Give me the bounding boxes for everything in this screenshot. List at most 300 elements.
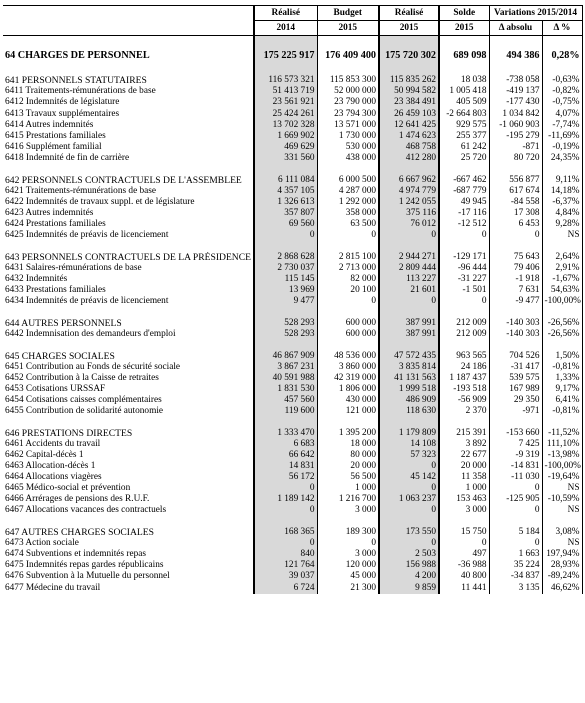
cell-delta-pct: -0,82% (542, 86, 582, 97)
cell-budget-2015: 13 571 000 (317, 120, 379, 131)
cell-delta-pct: 28,93% (542, 560, 582, 571)
table-row (3, 395, 582, 406)
row-label: 6466 Arrérages de pensions des R.U.F. (3, 494, 254, 505)
cell-realise-2014: 116 573 321 (254, 75, 317, 86)
cell-solde: 3 892 (439, 439, 489, 450)
cell-delta-absolu: -1 918 (489, 274, 542, 285)
table-row (3, 583, 582, 594)
table-row (3, 560, 582, 571)
cell-realise-2015: 113 227 (379, 274, 439, 285)
cell-budget-2015: 0 (317, 296, 379, 307)
row-label: 6424 Prestations familiales (3, 219, 254, 230)
row-label: 6422 Indemnités de travaux suppl. et de législature (3, 197, 254, 208)
cell-delta-absolu: -34 837 (489, 571, 542, 582)
cell-delta-pct: -13,98% (542, 450, 582, 461)
cell-solde: 0 (439, 230, 489, 241)
table-row (3, 373, 582, 384)
group-row (3, 351, 582, 362)
cell-realise-2015 (379, 65, 439, 76)
header-row-1 (3, 6, 582, 21)
row-label (3, 65, 254, 76)
cell-budget-2015: 0 (317, 230, 379, 241)
table-row (3, 97, 582, 108)
group-row (3, 527, 582, 538)
cell-realise-2015: 1 063 237 (379, 494, 439, 505)
cell-solde: -1 501 (439, 285, 489, 296)
table-row (3, 362, 582, 373)
cell-budget-2015: 6 000 500 (317, 175, 379, 186)
cell-delta-absolu (489, 340, 542, 351)
cell-realise-2015 (379, 516, 439, 527)
cell-delta-absolu (489, 164, 542, 175)
cell-budget-2015: 3 860 000 (317, 362, 379, 373)
cell-solde: -96 444 (439, 263, 489, 274)
cell-solde: -687 779 (439, 186, 489, 197)
cell-delta-pct: 4,07% (542, 108, 582, 119)
cell-budget-2015: 115 853 300 (317, 75, 379, 86)
cell-budget-2015: 600 000 (317, 329, 379, 340)
cell-realise-2014: 56 172 (254, 472, 317, 483)
cell-realise-2014: 25 424 261 (254, 108, 317, 119)
cell-budget-2015: 4 287 000 (317, 186, 379, 197)
cell-solde (439, 340, 489, 351)
cell-realise-2015: 0 (379, 230, 439, 241)
spacer-row (3, 36, 582, 47)
cell-delta-pct (542, 164, 582, 175)
cell-realise-2015: 6 667 962 (379, 175, 439, 186)
cell-delta-absolu: 167 989 (489, 384, 542, 395)
cell-budget-2015: 600 000 (317, 318, 379, 329)
cell-delta-absolu: -971 (489, 406, 542, 417)
cell-delta-pct: -6,37% (542, 197, 582, 208)
cell-solde: 0 (439, 296, 489, 307)
cell-realise-2014: 331 560 (254, 153, 317, 164)
row-label: 6425 Indemnités de préavis de licenciement (3, 230, 254, 241)
cell-budget-2015: 0 (317, 538, 379, 549)
table-row (3, 329, 582, 340)
cell-realise-2014: 1 326 613 (254, 197, 317, 208)
cell-delta-pct: 9,11% (542, 175, 582, 186)
cell-delta-absolu: 29 350 (489, 395, 542, 406)
cell-solde: 1 187 437 (439, 373, 489, 384)
cell-delta-pct: 24,35% (542, 153, 582, 164)
row-label: 64 CHARGES DE PERSONNEL (3, 47, 254, 65)
cell-budget-2015 (317, 307, 379, 318)
cell-budget-2015: 176 409 400 (317, 47, 379, 65)
cell-delta-pct (542, 65, 582, 76)
cell-realise-2015: 0 (379, 483, 439, 494)
row-label: 646 PRESTATIONS DIRECTES (3, 428, 254, 439)
cell-delta-pct: -26,56% (542, 318, 582, 329)
cell-realise-2015 (379, 307, 439, 318)
cell-delta-pct: 2,64% (542, 252, 582, 263)
cell-delta-absolu: 0 (489, 483, 542, 494)
cell-realise-2015: 2 809 444 (379, 263, 439, 274)
cell-realise-2014: 6 111 084 (254, 175, 317, 186)
cell-solde: -129 171 (439, 252, 489, 263)
row-label: 6463 Allocation-décès 1 (3, 461, 254, 472)
cell-realise-2014: 457 560 (254, 395, 317, 406)
cell-delta-pct: -1,67% (542, 274, 582, 285)
spacer-row (3, 340, 582, 351)
cell-realise-2015: 175 720 302 (379, 47, 439, 65)
header-realise-2014-year: 2014 (254, 21, 317, 36)
cell-delta-absolu: 1 663 (489, 549, 542, 560)
cell-delta-absolu: 75 643 (489, 252, 542, 263)
cell-delta-pct: 0,28% (542, 47, 582, 65)
row-label: 642 PERSONNELS CONTRACTUELS DE L'ASSEMBLEE (3, 175, 254, 186)
cell-realise-2014 (254, 241, 317, 252)
cell-budget-2015 (317, 417, 379, 428)
cell-realise-2014 (254, 516, 317, 527)
cell-realise-2015: 0 (379, 505, 439, 516)
cell-realise-2015: 21 601 (379, 285, 439, 296)
cell-delta-absolu: 539 575 (489, 373, 542, 384)
cell-solde (439, 516, 489, 527)
cell-realise-2015: 468 758 (379, 142, 439, 153)
group-row (3, 75, 582, 86)
cell-delta-pct (542, 307, 582, 318)
cell-solde: -12 512 (439, 219, 489, 230)
cell-delta-absolu: 17 308 (489, 208, 542, 219)
cell-solde: 212 009 (439, 318, 489, 329)
cell-realise-2014: 2 868 628 (254, 252, 317, 263)
row-label (3, 417, 254, 428)
row-label: 6475 Indemnités repas gardes républicains (3, 560, 254, 571)
row-label: 6474 Subventions et indemnités repas (3, 549, 254, 560)
cell-realise-2014: 13 969 (254, 285, 317, 296)
cell-solde: 25 720 (439, 153, 489, 164)
cell-solde: 49 945 (439, 197, 489, 208)
cell-budget-2015: 1 000 (317, 483, 379, 494)
header-realise-2015: Réalisé (379, 6, 439, 21)
cell-delta-pct: NS (542, 483, 582, 494)
cell-realise-2014: 39 037 (254, 571, 317, 582)
table-row (3, 549, 582, 560)
cell-delta-absolu: -84 558 (489, 197, 542, 208)
row-label: 6418 Indemnité de fin de carrière (3, 153, 254, 164)
personnel-charges-table (3, 5, 583, 594)
cell-realise-2015: 2 503 (379, 549, 439, 560)
cell-solde: 1 005 418 (439, 86, 489, 97)
table-row (3, 494, 582, 505)
cell-budget-2015 (317, 164, 379, 175)
cell-solde (439, 307, 489, 318)
cell-solde: -667 462 (439, 175, 489, 186)
row-label: 6432 Indemnités (3, 274, 254, 285)
cell-budget-2015: 18 000 (317, 439, 379, 450)
cell-solde: 255 377 (439, 131, 489, 142)
cell-delta-pct: 2,91% (542, 263, 582, 274)
row-label: 6414 Autres indemnités (3, 120, 254, 131)
cell-realise-2015: 1 999 518 (379, 384, 439, 395)
row-label: 644 AUTRES PERSONNELS (3, 318, 254, 329)
row-label: 6442 Indemnisation des demandeurs d'emploi (3, 329, 254, 340)
cell-realise-2014: 14 831 (254, 461, 317, 472)
cell-delta-pct: 3,08% (542, 527, 582, 538)
cell-realise-2014: 2 730 037 (254, 263, 317, 274)
cell-realise-2015: 387 991 (379, 318, 439, 329)
cell-realise-2015: 9 859 (379, 583, 439, 594)
row-label: 647 AUTRES CHARGES SOCIALES (3, 527, 254, 538)
cell-delta-pct: -7,74% (542, 120, 582, 131)
table-row (3, 108, 582, 119)
cell-delta-pct: -0,81% (542, 362, 582, 373)
cell-delta-absolu: 556 877 (489, 175, 542, 186)
cell-budget-2015: 1 292 000 (317, 197, 379, 208)
row-label (3, 241, 254, 252)
cell-delta-absolu: -31 417 (489, 362, 542, 373)
cell-budget-2015 (317, 340, 379, 351)
cell-delta-pct: 1,50% (542, 351, 582, 362)
row-label: 6411 Traitements-rémunérations de base (3, 86, 254, 97)
table-row (3, 450, 582, 461)
cell-realise-2014: 6 724 (254, 583, 317, 594)
table-row (3, 505, 582, 516)
cell-delta-pct (542, 36, 582, 47)
cell-delta-absolu: 617 674 (489, 186, 542, 197)
cell-realise-2014: 3 867 231 (254, 362, 317, 373)
cell-delta-pct: 1,33% (542, 373, 582, 384)
cell-realise-2014: 0 (254, 538, 317, 549)
cell-realise-2014: 13 702 328 (254, 120, 317, 131)
cell-delta-pct (542, 241, 582, 252)
cell-delta-absolu: -419 137 (489, 86, 542, 97)
cell-realise-2014: 840 (254, 549, 317, 560)
table-row (3, 263, 582, 274)
cell-delta-absolu: 5 184 (489, 527, 542, 538)
row-label: 6454 Cotisations caisses complémentaires (3, 395, 254, 406)
cell-solde: 40 800 (439, 571, 489, 582)
cell-solde: -193 518 (439, 384, 489, 395)
cell-realise-2015: 47 572 435 (379, 351, 439, 362)
cell-realise-2015: 0 (379, 538, 439, 549)
cell-realise-2014: 4 357 105 (254, 186, 317, 197)
cell-realise-2015 (379, 241, 439, 252)
cell-solde: 929 575 (439, 120, 489, 131)
row-label: 643 PERSONNELS CONTRACTUELS DE LA PRÉSIDENCE (3, 252, 254, 263)
cell-delta-absolu (489, 307, 542, 318)
cell-realise-2015: 41 131 563 (379, 373, 439, 384)
cell-delta-absolu: 494 386 (489, 47, 542, 65)
cell-delta-absolu: -195 279 (489, 131, 542, 142)
table-row (3, 274, 582, 285)
spacer-row (3, 65, 582, 76)
header-budget-2015-year: 2015 (317, 21, 379, 36)
cell-realise-2015 (379, 164, 439, 175)
cell-delta-pct: -11,69% (542, 131, 582, 142)
cell-delta-absolu: 7 631 (489, 285, 542, 296)
cell-budget-2015: 530 000 (317, 142, 379, 153)
cell-delta-pct: -0,63% (542, 75, 582, 86)
table-row (3, 219, 582, 230)
cell-delta-absolu: 7 425 (489, 439, 542, 450)
cell-delta-absolu: -9 477 (489, 296, 542, 307)
row-label (3, 340, 254, 351)
table-body (3, 36, 582, 594)
cell-realise-2014: 9 477 (254, 296, 317, 307)
cell-budget-2015 (317, 241, 379, 252)
cell-realise-2014: 528 293 (254, 329, 317, 340)
table-row (3, 461, 582, 472)
row-label (3, 36, 254, 47)
header-realise-2015-year: 2015 (379, 21, 439, 36)
cell-realise-2014: 40 591 988 (254, 373, 317, 384)
cell-solde: 963 565 (439, 351, 489, 362)
header-budget-2015: Budget (317, 6, 379, 21)
row-label: 6413 Travaux supplémentaires (3, 108, 254, 119)
group-row (3, 175, 582, 186)
row-label: 6434 Indemnités de préavis de licenciement (3, 296, 254, 307)
row-label (3, 516, 254, 527)
row-label: 645 CHARGES SOCIALES (3, 351, 254, 362)
cell-realise-2015: 14 108 (379, 439, 439, 450)
cell-realise-2015: 26 459 103 (379, 108, 439, 119)
header-solde: Solde (439, 6, 489, 21)
cell-realise-2014: 1 189 142 (254, 494, 317, 505)
cell-delta-pct: -19,64% (542, 472, 582, 483)
table-row (3, 186, 582, 197)
cell-solde: -36 988 (439, 560, 489, 571)
table-row (3, 230, 582, 241)
row-label: 6477 Médecine du travail (3, 583, 254, 594)
row-label: 6431 Salaires-rémunérations de base (3, 263, 254, 274)
cell-delta-absolu: -738 058 (489, 75, 542, 86)
cell-realise-2015: 118 630 (379, 406, 439, 417)
cell-delta-pct: -0,75% (542, 97, 582, 108)
row-label (3, 307, 254, 318)
cell-budget-2015: 358 000 (317, 208, 379, 219)
cell-budget-2015 (317, 36, 379, 47)
table-row (3, 538, 582, 549)
cell-delta-absolu: 6 453 (489, 219, 542, 230)
cell-realise-2015: 4 200 (379, 571, 439, 582)
cell-realise-2014: 121 764 (254, 560, 317, 571)
header-delta-absolu: Δ absolu (489, 21, 542, 36)
cell-budget-2015: 1 806 000 (317, 384, 379, 395)
cell-realise-2015: 375 116 (379, 208, 439, 219)
cell-solde (439, 164, 489, 175)
cell-realise-2014: 0 (254, 505, 317, 516)
cell-realise-2014 (254, 164, 317, 175)
cell-realise-2015 (379, 36, 439, 47)
cell-delta-pct: 197,94% (542, 549, 582, 560)
cell-realise-2015: 12 641 425 (379, 120, 439, 131)
cell-solde (439, 36, 489, 47)
cell-solde: 11 358 (439, 472, 489, 483)
table-row (3, 86, 582, 97)
cell-solde: 405 509 (439, 97, 489, 108)
cell-delta-absolu: 704 526 (489, 351, 542, 362)
cell-realise-2015: 1 474 623 (379, 131, 439, 142)
cell-delta-pct (542, 340, 582, 351)
cell-delta-absolu: -9 319 (489, 450, 542, 461)
cell-realise-2015: 412 280 (379, 153, 439, 164)
row-label: 6452 Contribution à la Caisse de retraites (3, 373, 254, 384)
table-row (3, 483, 582, 494)
cell-realise-2015: 45 142 (379, 472, 439, 483)
cell-delta-absolu: 0 (489, 230, 542, 241)
group-row (3, 252, 582, 263)
cell-realise-2015: 115 835 262 (379, 75, 439, 86)
cell-realise-2014: 6 683 (254, 439, 317, 450)
cell-realise-2014: 46 867 909 (254, 351, 317, 362)
cell-budget-2015: 45 000 (317, 571, 379, 582)
cell-delta-pct: -0,19% (542, 142, 582, 153)
cell-realise-2015: 486 909 (379, 395, 439, 406)
cell-delta-absolu (489, 36, 542, 47)
cell-solde: 15 750 (439, 527, 489, 538)
cell-delta-absolu: -140 303 (489, 318, 542, 329)
cell-budget-2015: 438 000 (317, 153, 379, 164)
cell-delta-absolu: -11 030 (489, 472, 542, 483)
cell-delta-absolu: -125 905 (489, 494, 542, 505)
cell-realise-2015 (379, 340, 439, 351)
cell-budget-2015 (317, 65, 379, 76)
cell-delta-pct: -89,24% (542, 571, 582, 582)
cell-budget-2015: 430 000 (317, 395, 379, 406)
row-label: 6465 Médico-social et prévention (3, 483, 254, 494)
cell-realise-2015: 4 974 779 (379, 186, 439, 197)
cell-delta-absolu: 79 406 (489, 263, 542, 274)
cell-solde: 215 391 (439, 428, 489, 439)
cell-solde: 3 000 (439, 505, 489, 516)
row-label: 6473 Action sociale (3, 538, 254, 549)
row-label: 6455 Contribution de solidarité autonomie (3, 406, 254, 417)
cell-solde: 11 441 (439, 583, 489, 594)
cell-delta-pct: NS (542, 505, 582, 516)
table-row (3, 296, 582, 307)
cell-realise-2014: 175 225 917 (254, 47, 317, 65)
cell-budget-2015: 2 713 000 (317, 263, 379, 274)
cell-realise-2014: 528 293 (254, 318, 317, 329)
cell-budget-2015: 189 300 (317, 527, 379, 538)
cell-delta-absolu (489, 516, 542, 527)
cell-realise-2015: 156 988 (379, 560, 439, 571)
cell-delta-absolu: 35 224 (489, 560, 542, 571)
cell-realise-2015: 0 (379, 461, 439, 472)
spacer-row (3, 417, 582, 428)
cell-realise-2014 (254, 417, 317, 428)
header-solde-year: 2015 (439, 21, 489, 36)
cell-delta-pct: -100,00% (542, 461, 582, 472)
cell-realise-2014: 1 669 902 (254, 131, 317, 142)
table-row (3, 285, 582, 296)
cell-realise-2015: 173 550 (379, 527, 439, 538)
spacer-row (3, 307, 582, 318)
cell-delta-absolu: 1 034 842 (489, 108, 542, 119)
cell-budget-2015: 20 100 (317, 285, 379, 296)
cell-solde (439, 417, 489, 428)
cell-realise-2014: 0 (254, 230, 317, 241)
cell-budget-2015: 120 000 (317, 560, 379, 571)
cell-solde (439, 241, 489, 252)
cell-solde: -31 227 (439, 274, 489, 285)
cell-realise-2014: 1 831 530 (254, 384, 317, 395)
cell-budget-2015: 56 500 (317, 472, 379, 483)
row-label: 6423 Autres indemnités (3, 208, 254, 219)
group-row (3, 318, 582, 329)
table-row (3, 384, 582, 395)
row-label: 6416 Supplément familial (3, 142, 254, 153)
cell-realise-2014 (254, 340, 317, 351)
row-label: 6462 Capital-décès 1 (3, 450, 254, 461)
table-row (3, 142, 582, 153)
cell-delta-pct: NS (542, 538, 582, 549)
row-label: 6412 Indemnités de législature (3, 97, 254, 108)
table-row (3, 120, 582, 131)
cell-delta-absolu (489, 241, 542, 252)
